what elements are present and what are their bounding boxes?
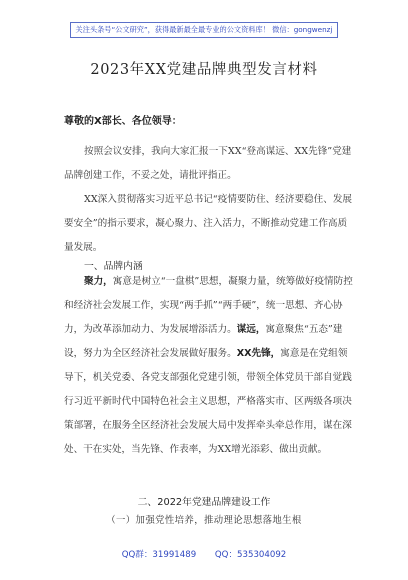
subsection-heading: （一）加强党性培养，推动理论思想落地生根 xyxy=(106,515,302,526)
text-juli: 寓意是树立“一盘棋”思想，凝聚力量，统筹做好疫情防控和经济社会发展工作，实现“两手抓”“两手硬”，统一思想、齐心协力，为改革添加动力、为发展增添活力。 xyxy=(64,276,353,335)
promo-banner: 关注头条号“公文研究”，获得最新最全最专业的公文资料库！ 微信：gongwenzj xyxy=(70,22,338,38)
text-mouyuan: 寓意聚焦“五态”建设，努力为全区经济社会发展做好服务。 xyxy=(64,324,343,359)
paragraph-brand-meaning xyxy=(64,270,354,462)
section-heading-brand-meaning: 一、品牌内涵 xyxy=(84,261,143,272)
footer-qq-group: QQ群：31991489 xyxy=(121,550,197,560)
section-heading-2022-work: 二、2022年党建品牌建设工作 xyxy=(137,497,271,508)
paragraph-intro: 按照会议安排，我向大家汇报一下XX“登高谋远、XX先锋”党建品牌创建工作，不妥之处，请批评指正。 xyxy=(64,146,352,181)
keyword-mouyuan: 谋远， xyxy=(236,324,266,335)
salutation: 尊敬的X部长、各位领导： xyxy=(64,116,182,127)
keyword-julI: 聚力， xyxy=(84,276,113,287)
paragraph-overview: XX深入贯彻落实习近平总书记“疫情要防住、经济要稳住、发展要安全”的指示要求，凝心聚力、注入活力，不断推动党建工作高质量发展。 xyxy=(64,194,353,253)
footer-contacts xyxy=(0,548,408,560)
text-xianfeng: 寓意是在党组领导下，机关党委、各党支部强化党建引领，带领全体党员干部自觉践行习近平新时代中国特色社会主义思想，严格落实市、区两级各项决策部署，在服务全区经济社会发展大局中发挥牵头牵总作用，谋在深处、干在实处，当先锋、作表率，为XX增光添彩、做出贡献。 xyxy=(64,348,352,455)
keyword-xianfeng: XX先锋， xyxy=(236,348,281,359)
document-title: 2023年XX党建品牌典型发言材料 xyxy=(90,62,318,78)
footer-qq: QQ：535304092 xyxy=(214,550,287,560)
